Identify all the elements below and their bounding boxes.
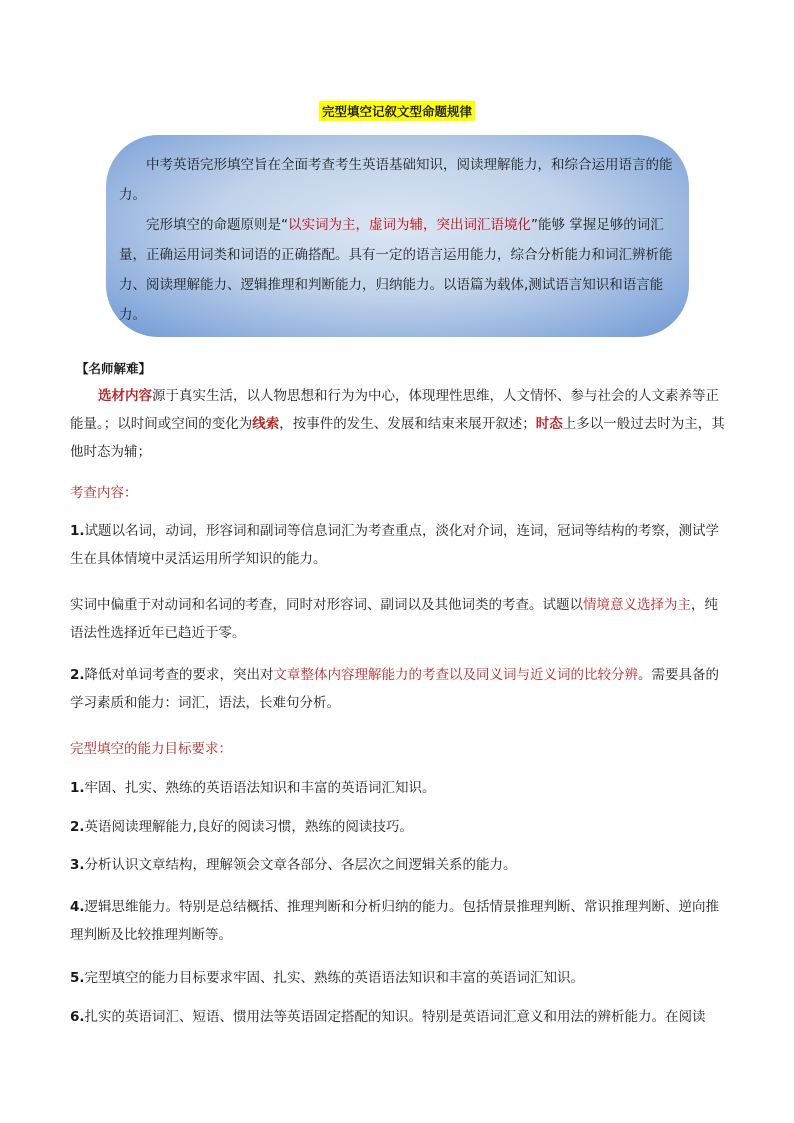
intro-paragraph-2: [119, 210, 673, 330]
intro-box: [106, 135, 689, 337]
intro-principle-highlight: 以实词为主，虚词为辅，突出词汇语境化: [288, 217, 531, 233]
title-wrap: [0, 101, 794, 121]
ability-item-3: [70, 851, 730, 879]
item-text: 逻辑思维能力。特别是总结概括、推理判断和分析归纳的能力。包括情景推理判断、常识推理判断、逆向推理判断及比较推理判断等。: [70, 899, 720, 943]
item-text: 扎实的英语词汇、短语、惯用法等英语固定搭配的知识。特别是英语词汇意义和用法的辨析能力。在阅读: [84, 1009, 706, 1025]
material-paragraph: [70, 382, 730, 466]
item-text: 完型填空的能力目标要求牢固、扎实、熟练的英语语法知识和丰富的英语词汇知识。: [84, 970, 585, 986]
ability-item-5: [70, 964, 730, 992]
ability-item-2: [70, 813, 730, 841]
item-text: 牢固、扎实、熟练的英语语法知识和丰富的英语词汇知识。: [84, 780, 436, 796]
exam-item-2: [70, 661, 730, 717]
item-number: 5.: [70, 970, 85, 986]
item-text: 分析认识文章结构，理解领会文章各部分、各层次之间逻辑关系的能力。: [84, 857, 517, 873]
item-number: 1.: [70, 780, 85, 796]
item-number: 2.: [70, 819, 85, 835]
keyword-material: 选材内容: [98, 388, 152, 404]
material-text-2: ，按事件的发生、发展和结束来展开叙述；: [279, 416, 536, 432]
page-title: 完型填空记叙文型命题规律: [319, 101, 475, 121]
item2-highlight: 文章整体内容理解能力的考查以及同义词与近义词的比较分辨: [273, 667, 639, 683]
ability-heading: 完型填空的能力目标要求：: [70, 741, 232, 757]
item-number: 2.: [70, 667, 85, 683]
material-text-1: 源于真实生活，以人物思想和行为为中心，体现理性思维，人文情怀、参与社会的人文素养等正能量。；以时间或空间的变化为: [70, 388, 719, 432]
keyword-clue: 线索: [252, 416, 280, 432]
material-text-3: 上多以一般过去时为主，其他时态为辅；: [70, 416, 725, 460]
exam-item-1: [70, 517, 730, 573]
item-number: 6.: [70, 1009, 85, 1025]
intro-p2-rest: ”能够 掌握足够的词汇量，正确运用词类和词语的正确搭配。具有一定的语言运用能力，综合分析能力和词汇辨析能力、阅读理解能力、逻辑推理和判断能力，归纳能力。以语篇为载体,测试语言知识和语言能力。: [119, 217, 673, 323]
section-heading: 【名师解难】: [76, 361, 152, 376]
ability-item-1: [70, 774, 730, 802]
item2-text-1: 降低对单词考查的要求，突出对: [84, 667, 274, 683]
exam-item-1b: [70, 591, 730, 647]
item-number: 3.: [70, 857, 85, 873]
exam-content-heading: 考查内容：: [70, 485, 138, 501]
item-number: 4.: [70, 899, 85, 915]
keyword-tense: 时态: [535, 416, 563, 432]
intro-paragraph-1: 中考英语完形填空旨在全面考查考生英语基础知识，阅读理解能力，和综合运用语言的能力。: [119, 157, 673, 203]
intro-p2-start: 完形填空的命题原则是“: [146, 217, 288, 233]
ability-item-6: [70, 1003, 730, 1031]
item2-text-2: 。需要具备的学习素质和能力：词汇，语法，长难句分析。: [70, 667, 720, 711]
item-number: 1.: [70, 523, 85, 539]
item1b-text-1: 实词中偏重于对动词和名词的考查，同时对形容词、副词以及其他词类的考查。试题以: [70, 597, 583, 613]
item1b-text-2: ，纯语法性选择近年已趋近于零。: [70, 597, 718, 641]
item1b-highlight: 情境意义选择为主: [583, 597, 691, 613]
ability-item-4: [70, 893, 730, 949]
item-text: 英语阅读理解能力,良好的阅读习惯，熟练的阅读技巧。: [84, 819, 413, 835]
item-text: 试题以名词，动词，形容词和副词等信息词汇为考查重点，淡化对介词，连词，冠词等结构的考察，测试学生在具体情境中灵活运用所学知识的能力。: [70, 523, 720, 567]
